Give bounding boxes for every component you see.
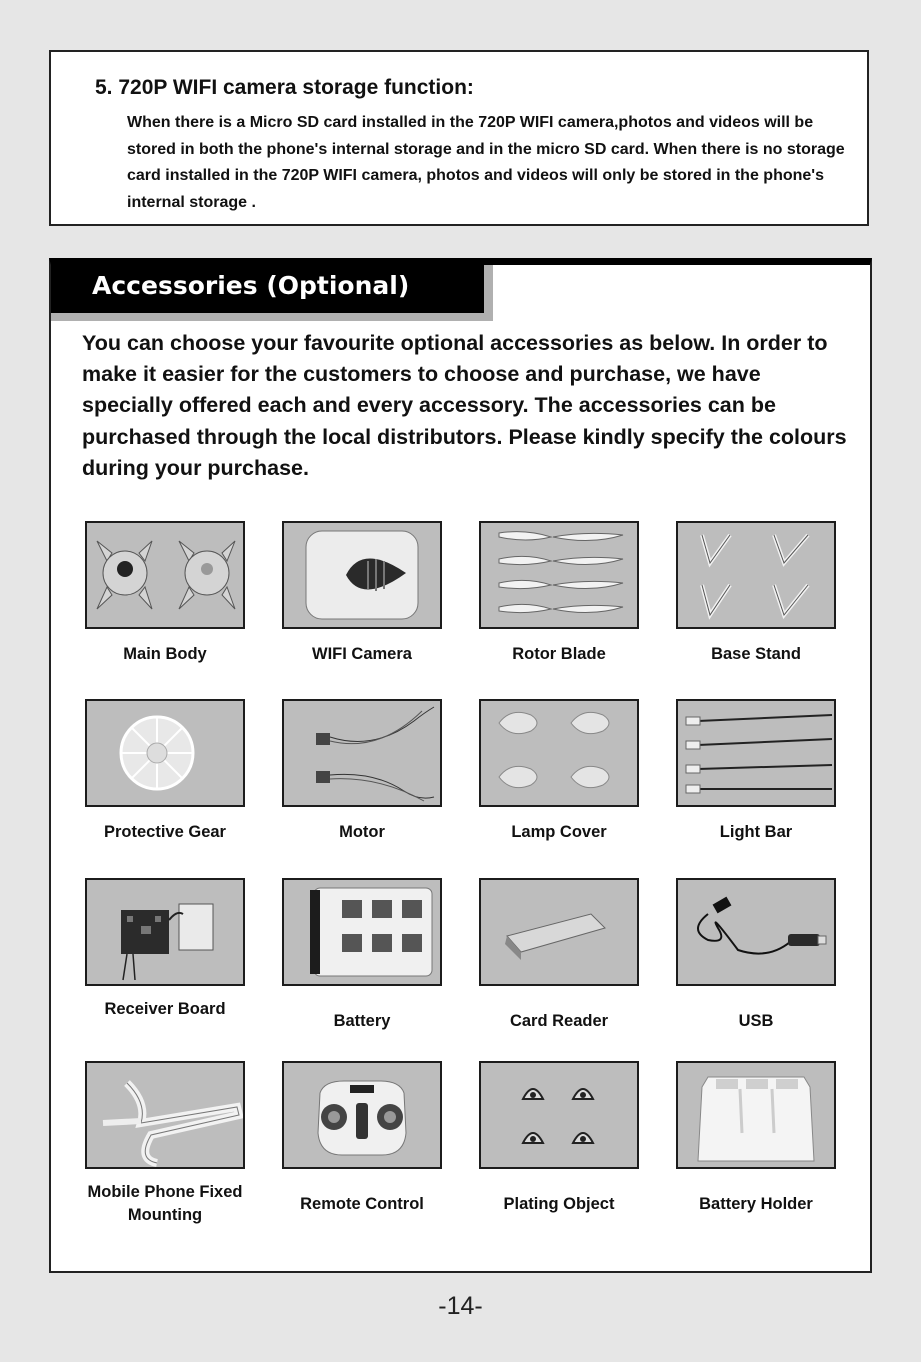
accessories-intro: You can choose your favourite optional accessories as below. In order to make it easier for the customers to choose and purchase, we have specially offered each and every accessory. The accessories can be purchased through the local distributors. Please kindly specify the colours during your purchase. bbox=[82, 331, 847, 480]
remote-control-photo bbox=[282, 1061, 442, 1169]
protective-gear-photo bbox=[85, 699, 245, 807]
accessory-item-wifi-camera bbox=[282, 521, 442, 663]
accessory-label: Main Body bbox=[123, 645, 207, 663]
usb-photo bbox=[676, 878, 836, 986]
lamp-cover-photo bbox=[479, 699, 639, 807]
lamp-cover-icon bbox=[481, 701, 637, 805]
main-body-icon bbox=[87, 523, 243, 627]
accessory-label: Rotor Blade bbox=[512, 645, 606, 663]
accessory-label: Protective Gear bbox=[104, 823, 226, 841]
storage-body: When there is a Micro SD card installed in the 720P WIFI camera,photos and videos will be stored in both the phone's internal storage and in the micro SD card. When there is no storage card installed in the 720P WIFI camera, photos and videos will only be stored in the phone's internal storage . bbox=[127, 114, 845, 212]
rotor-blade-photo bbox=[479, 521, 639, 629]
accessory-label: Motor bbox=[339, 823, 385, 841]
accessory-item-lamp-cover bbox=[479, 699, 639, 841]
receiver-board-photo bbox=[85, 878, 245, 986]
accessory-item-rotor-blade bbox=[479, 521, 639, 663]
motor-icon bbox=[284, 701, 440, 805]
accessory-label: USB bbox=[738, 1012, 774, 1030]
accessory-item-main-body bbox=[85, 521, 245, 663]
rotor-blade-icon bbox=[481, 523, 637, 627]
accessory-label: Lamp Cover bbox=[511, 823, 607, 841]
wifi-camera-icon bbox=[284, 523, 440, 627]
title-tab bbox=[51, 265, 484, 313]
card-reader-photo bbox=[479, 878, 639, 986]
accessory-item-protective-gear bbox=[85, 699, 245, 841]
battery-icon bbox=[284, 880, 440, 984]
accessories-box bbox=[49, 258, 872, 1273]
accessory-item-base-stand bbox=[676, 521, 836, 663]
accessory-item-plating-object bbox=[479, 1061, 639, 1213]
accessory-label: Battery Holder bbox=[699, 1195, 813, 1213]
card-reader-icon bbox=[481, 880, 637, 984]
accessory-item-light-bar bbox=[676, 699, 836, 841]
accessory-item-card-reader bbox=[479, 878, 639, 1030]
accessory-label: Battery bbox=[333, 1012, 391, 1030]
base-stand-icon bbox=[678, 523, 834, 627]
accessory-item-motor bbox=[282, 699, 442, 841]
phone-mount-photo bbox=[85, 1061, 245, 1169]
accessory-label: Plating Object bbox=[503, 1195, 615, 1213]
protective-gear-icon bbox=[87, 701, 243, 805]
battery-holder-photo bbox=[676, 1061, 836, 1169]
remote-control-icon bbox=[284, 1063, 440, 1167]
light-bar-photo bbox=[676, 699, 836, 807]
accessory-item-remote-control bbox=[282, 1061, 442, 1213]
storage-heading: 5. 720P WIFI camera storage function: bbox=[95, 76, 474, 99]
light-bar-icon bbox=[678, 701, 834, 805]
battery-photo bbox=[282, 878, 442, 986]
accessory-label: Light Bar bbox=[719, 823, 793, 841]
accessory-label: WIFI Camera bbox=[312, 645, 412, 663]
storage-info-box bbox=[49, 50, 869, 226]
receiver-board-icon bbox=[87, 880, 243, 984]
usb-icon bbox=[678, 880, 834, 984]
base-stand-photo bbox=[676, 521, 836, 629]
accessory-label: Receiver Board bbox=[104, 1000, 226, 1018]
accessory-item-usb bbox=[676, 878, 836, 1030]
accessories-title: Accessories (Optional) bbox=[92, 271, 410, 300]
accessory-item-receiver-board bbox=[85, 878, 245, 1018]
plating-object-icon bbox=[481, 1063, 637, 1167]
accessory-item-battery bbox=[282, 878, 442, 1030]
battery-holder-icon bbox=[678, 1063, 834, 1167]
main-body-photo bbox=[85, 521, 245, 629]
plating-object-photo bbox=[479, 1061, 639, 1169]
page-number: -14- bbox=[438, 1292, 483, 1320]
phone-mount-icon bbox=[87, 1063, 243, 1167]
accessory-label: Card Reader bbox=[509, 1012, 609, 1030]
accessory-label: Mobile Phone Fixed Mounting bbox=[87, 1183, 243, 1224]
accessory-item-phone-mount bbox=[85, 1061, 245, 1224]
accessory-label: Remote Control bbox=[300, 1195, 424, 1213]
accessory-item-battery-holder bbox=[676, 1061, 836, 1213]
wifi-camera-photo bbox=[282, 521, 442, 629]
motor-photo bbox=[282, 699, 442, 807]
accessory-label: Base Stand bbox=[711, 645, 801, 663]
